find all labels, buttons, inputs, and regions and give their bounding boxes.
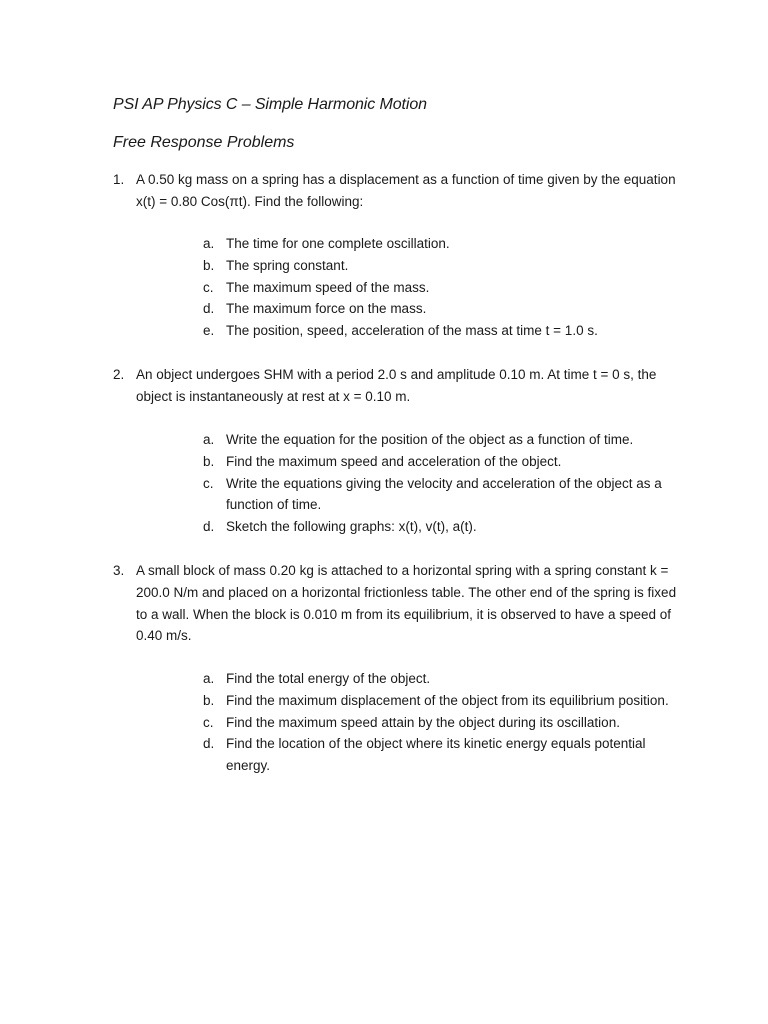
problem-number: 2. [113,367,125,382]
part-letter: d. [203,519,215,535]
part-text: The maximum force on the mass. [226,301,427,317]
problem-2 [113,364,693,408]
part-letter: a. [203,671,215,686]
part-letter: e. [203,323,215,339]
list-item [203,298,683,320]
problem-1-parts [203,233,683,342]
part-text: Write the equation for the position of the object as a function of time. [226,432,634,447]
problem-3 [113,560,693,647]
part-text: The maximum speed of the mass. [226,279,430,295]
part-text: Find the maximum speed and acceleration of the object. [226,453,562,469]
problem-1 [113,169,693,213]
part-letter: b. [203,257,215,273]
list-item [203,733,683,777]
list-item [203,429,683,451]
list-item [203,320,683,342]
part-letter: a. [203,432,215,447]
part-letter: b. [203,453,215,469]
part-text: The position, speed, acceleration of the mass at time t = 1.0 s. [226,323,598,339]
list-item [203,255,683,277]
list-item [203,277,683,299]
part-text: Find the maximum speed attain by the object during its oscillation. [226,714,620,730]
problem-text: A 0.50 kg mass on a spring has a displacement as a function of time given by the equation x(t) = 0.80 Cos(πt). Find the following: [136,172,676,209]
list-item [203,233,683,255]
list-item [203,451,683,473]
part-text: Find the location of the object where its kinetic energy equals potential energy. [226,736,646,774]
part-letter: a. [203,236,215,251]
list-item [203,690,683,712]
section-heading: Free Response Problems [113,134,295,151]
part-letter: c. [203,279,214,295]
part-text: Find the maximum displacement of the object from its equilibrium position. [226,692,669,708]
problem-text: An object undergoes SHM with a period 2.0 s and amplitude 0.10 m. At time t = 0 s, the object is instantaneously at rest at x = 0.10 m. [136,367,657,404]
problem-number: 3. [113,563,125,578]
part-letter: b. [203,692,215,708]
problem-number: 1. [113,172,125,187]
problem-2-parts [203,429,683,538]
list-item [203,712,683,734]
part-letter: d. [203,301,215,317]
part-text: Sketch the following graphs: x(t), v(t), a(t). [226,519,477,535]
part-text: Write the equations giving the velocity and acceleration of the object as a function of time. [226,475,662,513]
list-item [203,516,683,538]
part-text: The spring constant. [226,257,349,273]
part-text: Find the total energy of the object. [226,671,431,686]
part-letter: c. [203,714,214,730]
list-item [203,668,683,690]
problem-3-parts [203,668,683,777]
part-letter: c. [203,475,214,491]
part-text: The time for one complete oscillation. [226,236,450,251]
list-item [203,473,683,517]
problem-text: A small block of mass 0.20 kg is attached to a horizontal spring with a spring constant k = 200.0 N/m and placed on a horizontal frictionless table. The other end of the spring is fixed to a wall. When the block is 0.010 m from its equilibrium, it is observed to have a speed of 0.40 m/s. [136,563,677,644]
part-letter: d. [203,736,215,752]
document-title: PSI AP Physics C – Simple Harmonic Motion [113,96,427,113]
